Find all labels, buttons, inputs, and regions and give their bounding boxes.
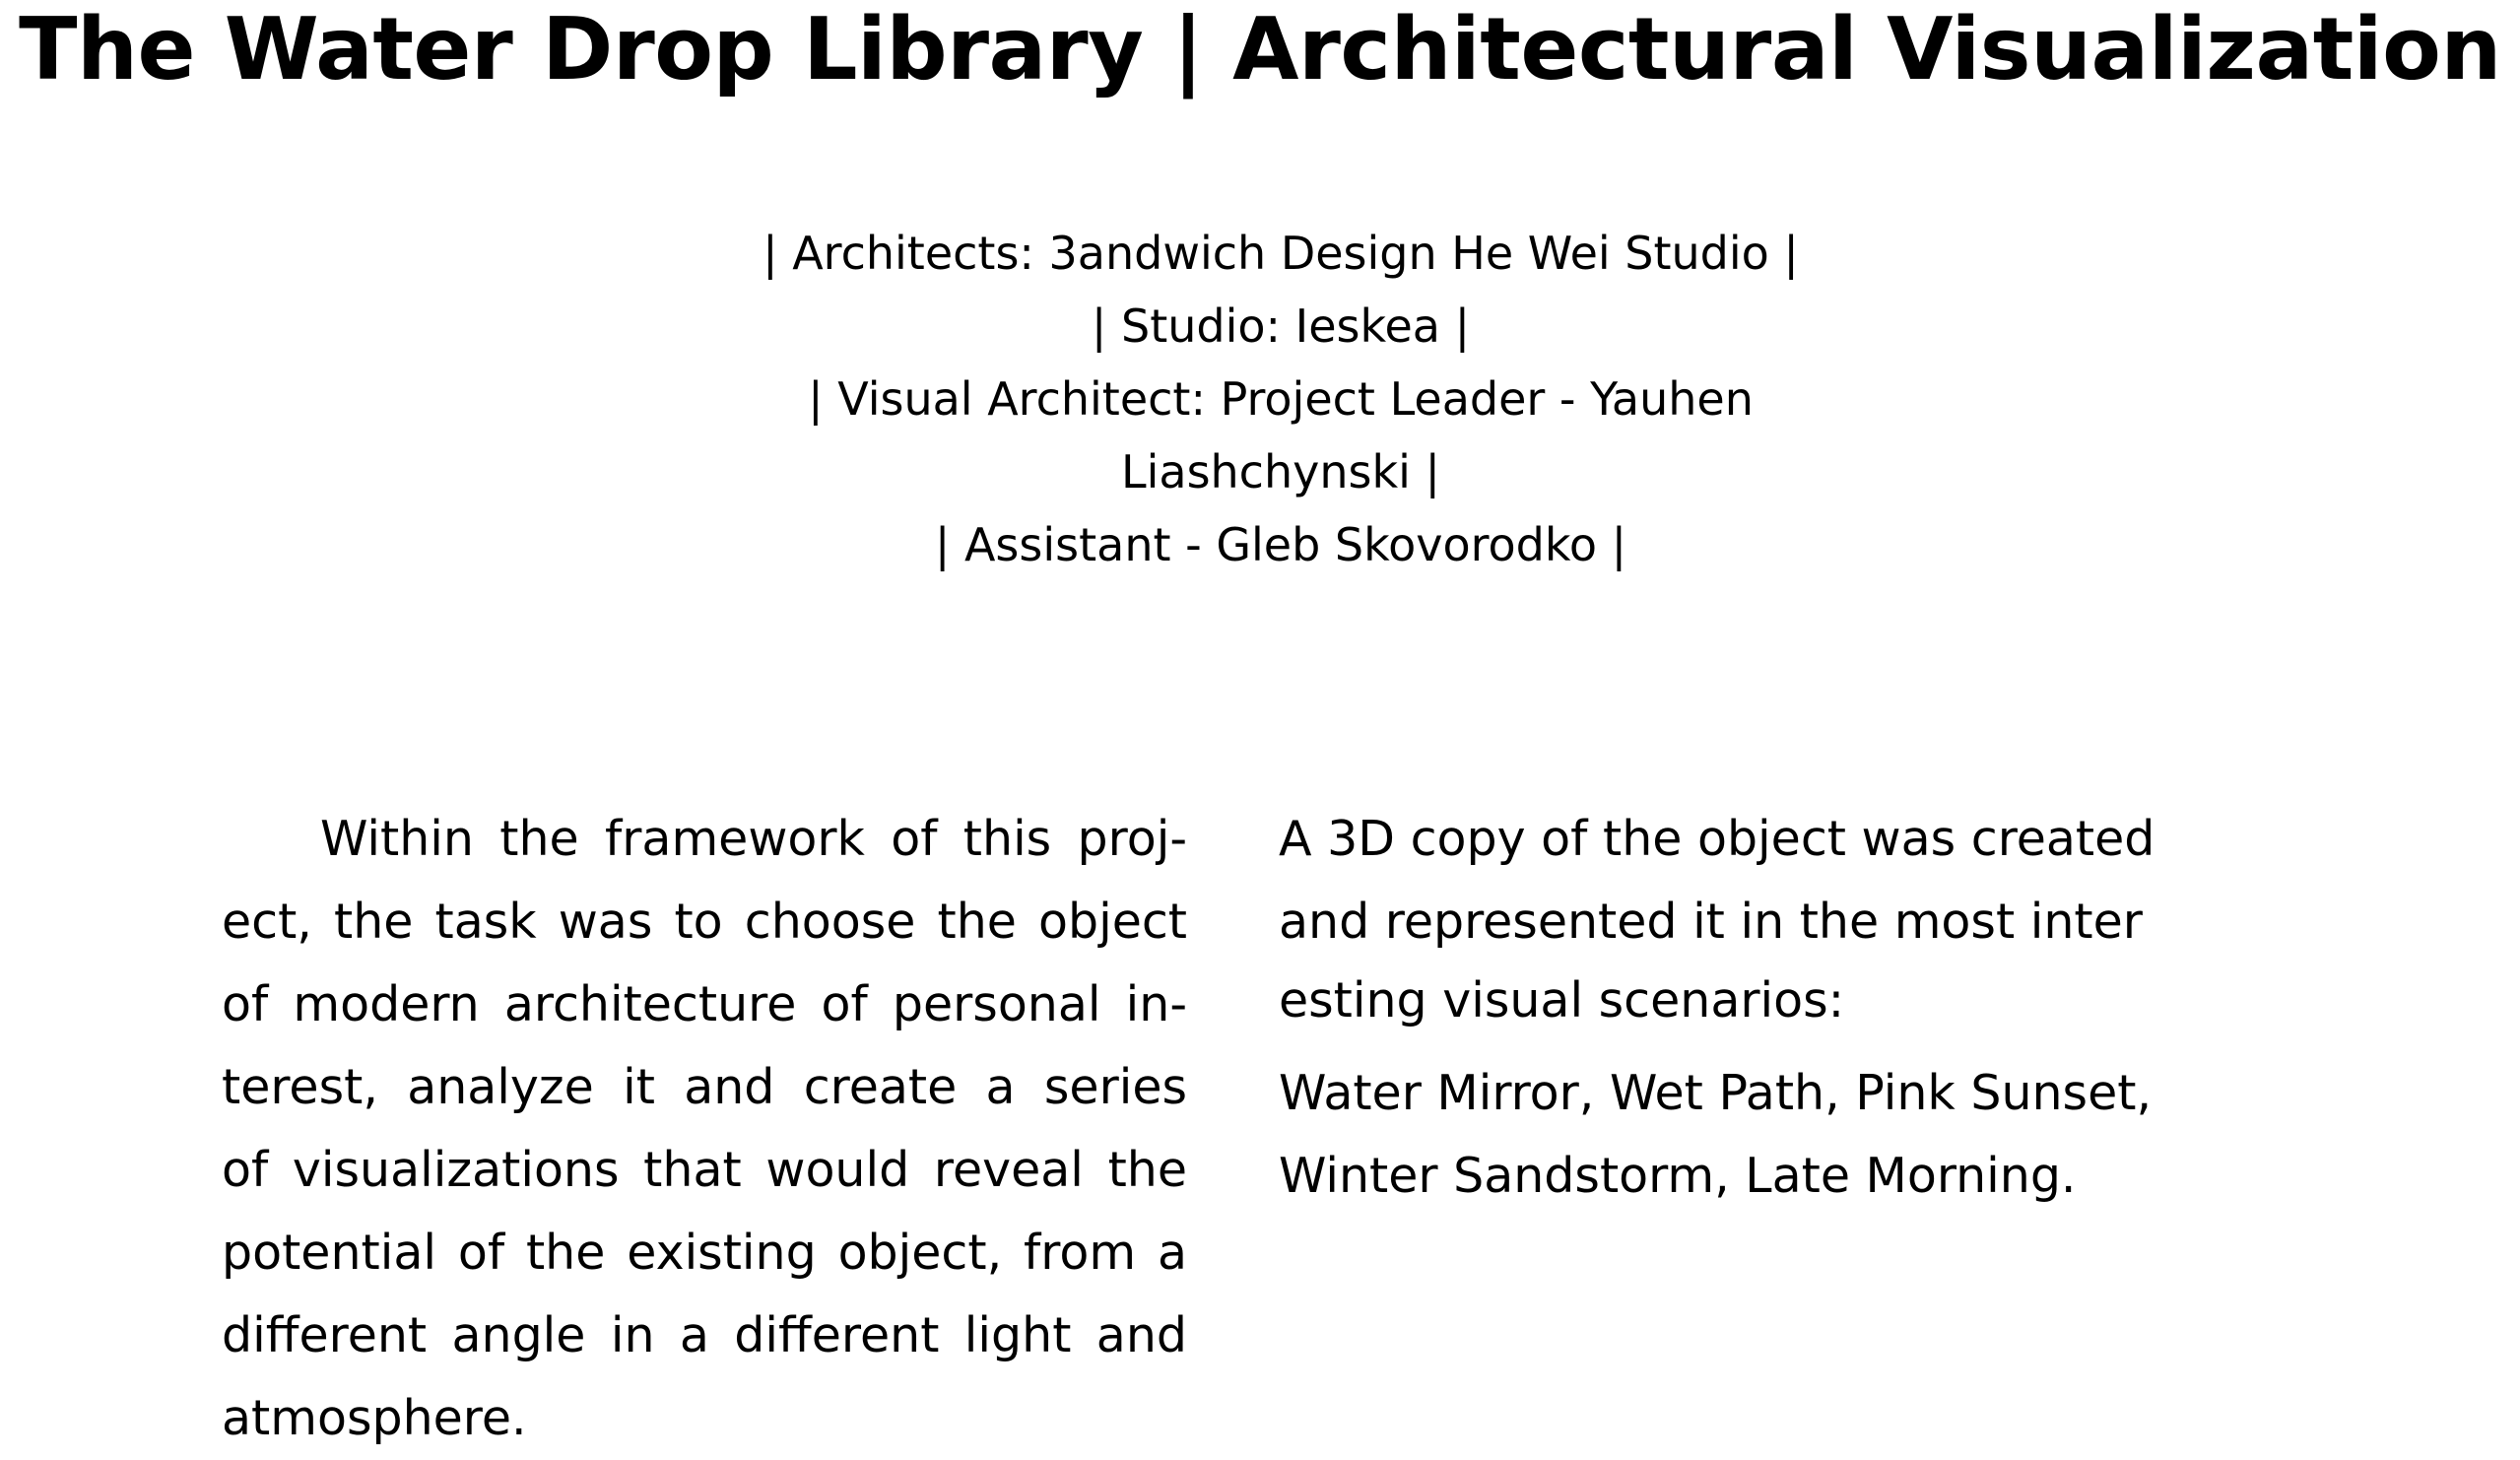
paragraph-line: of modern architecture of personal in-: [222, 976, 1187, 1032]
paragraph-line: different angle in a different light and: [222, 1307, 1187, 1363]
paragraph-line: potential of the existing object, from a: [222, 1225, 1187, 1281]
paragraph-line: esting visual scenarios:: [1279, 972, 1845, 1029]
credit-visual-architect: | Visual Architect: Project Leader - Yauhen: [808, 372, 1754, 426]
paragraph-line: atmosphere.: [222, 1390, 527, 1446]
paragraph-line: ect, the task was to choose the object: [222, 894, 1187, 950]
credit-architects: | Architects: 3andwich Design He Wei Studio |: [763, 227, 1799, 280]
credit-studio: | Studio: Ieskea |: [1091, 299, 1471, 353]
scenario-line: Winter Sandstorm, Late Morning.: [1279, 1148, 2077, 1204]
credits-block: [749, 217, 1813, 581]
scenario-line: Water Mirror, Wet Path, Pink Sunset,: [1279, 1065, 2153, 1121]
description-left-column: [222, 798, 1187, 1460]
page-title: The Water Drop Library | Architectural Visualization: [19, 0, 2501, 100]
paragraph-line: terest, analyze it and create a series: [222, 1059, 1187, 1115]
paragraph-line: of visualizations that would reveal the: [222, 1142, 1187, 1198]
paragraph-line: and represented it in the most inter: [1279, 894, 2143, 950]
credit-assistant: | Assistant - Gleb Skovorodko |: [934, 518, 1627, 571]
paragraph-line: A 3D copy of the object was created: [1279, 811, 2155, 867]
description-right-column: [1279, 798, 2244, 1218]
credit-visual-architect-cont: Liashchynski |: [1120, 445, 1441, 498]
paragraph-line: Within the framework of this proj-: [320, 811, 1187, 867]
